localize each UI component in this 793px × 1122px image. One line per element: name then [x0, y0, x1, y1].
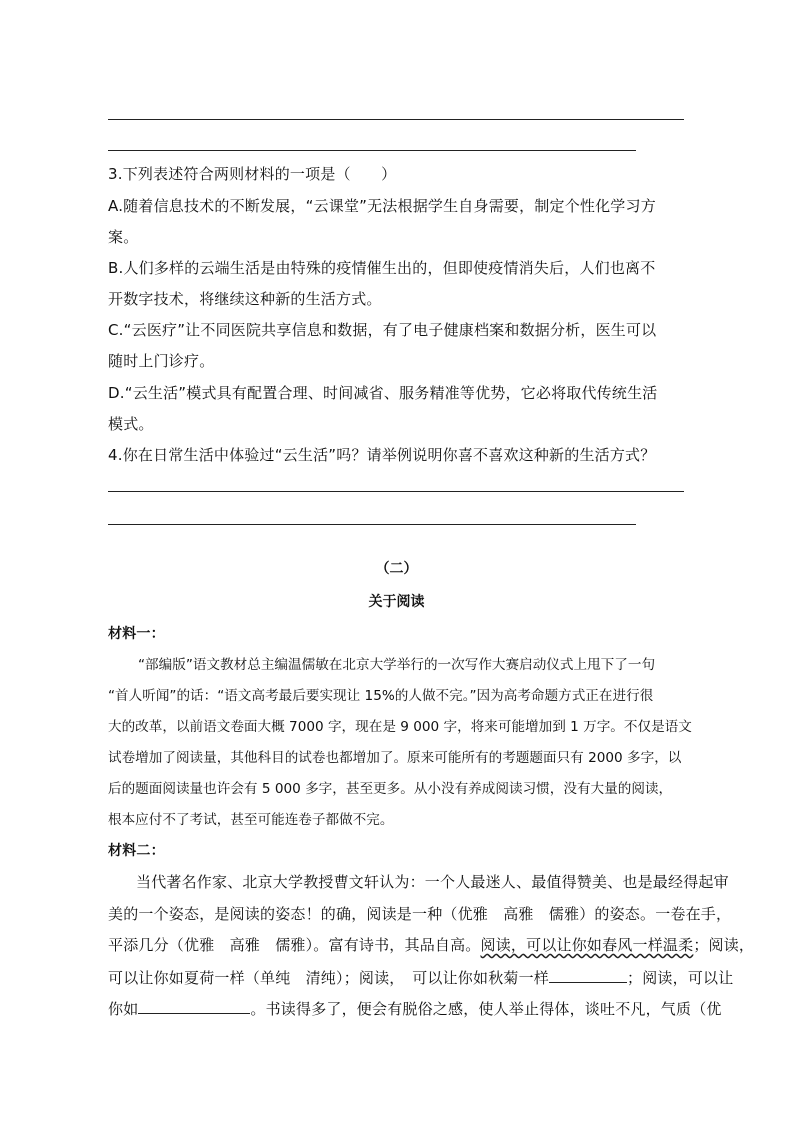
material-2-label: 材料二：: [108, 843, 165, 859]
material-2-text: ；阅读，: [693, 936, 755, 954]
material-2-line: 美的一个姿态，是阅读的姿态！的确，阅读是一种（优雅 高雅 儒雅）的姿态。一卷在手，: [108, 905, 732, 923]
wavy-underlined-sentence: 阅读，可以让你如春风一样温柔: [480, 936, 694, 954]
material-1-line: “部编版”语文教材总主编温儒敏在北京大学举行的一次写作大赛启动仪式上甩下了一句: [138, 657, 656, 673]
answer-line: [108, 491, 684, 492]
answer-line: [108, 119, 684, 120]
option-b-line-1: B.人们多样的云端生活是由特殊的疫情催生出的，但即使疫情消失后，人们也离不: [108, 259, 656, 277]
material-1-line: 试卷增加了阅读量，其他科目的试卷也都增加了。原来可能所有的考题题面只有 2000 多字，以: [108, 750, 682, 766]
option-b-line-2: 开数字技术，将继续这种新的生活方式。: [108, 290, 382, 308]
answer-line: [108, 524, 636, 525]
material-2-text: 平添几分（优雅 高雅 儒雅）。富有诗书，其品自高。: [108, 936, 481, 954]
fill-in-blank[interactable]: [138, 997, 250, 1014]
material-2-line: [108, 966, 734, 988]
material-1-label: 材料一：: [108, 626, 165, 642]
option-a-line-2: 案。: [108, 228, 139, 246]
material-2-line: 当代著名作家、北京大学教授曹文轩认为：一个人最迷人、最值得赞美、也是最经得起审: [136, 873, 729, 891]
material-2-line: [108, 997, 722, 1019]
material-2-text: 你如: [108, 1000, 139, 1018]
option-d-line-2: 模式。: [108, 415, 154, 433]
material-1-line: 大的改革，以前语文卷面大概 7000 字，现在是 9 000 字，将来可能增加到 1 万字。不仅是语文: [108, 719, 692, 735]
answer-line: [108, 150, 636, 151]
section-title: 关于阅读: [368, 594, 425, 610]
material-1-line: 后的题面阅读量也许会有 5 000 多字，甚至更多。从小没有养成阅读习惯，没有大量的阅读，: [108, 781, 673, 797]
material-2-text: 可以让你如夏荷一样（单纯 清纯）；阅读， 可以让你如秋菊一样: [108, 969, 550, 987]
question-4-stem: 4.你在日常生活中体验过“云生活”吗？请举例说明你喜不喜欢这种新的生活方式？: [108, 446, 656, 464]
question-3-stem: 3.下列表述符合两则材料的一项是（ ）: [108, 165, 397, 183]
section-number: （二）: [375, 561, 418, 577]
option-c-line-1: C.“云医疗”让不同医院共享信息和数据，有了电子健康档案和数据分析，医生可以: [108, 321, 657, 339]
material-2-text: 。书读得多了，便会有脱俗之感，使人举止得体，谈吐不凡，气质（优: [250, 1000, 722, 1018]
material-1-line: 根本应付不了考试，甚至可能连卷子都做不完。: [108, 812, 394, 828]
option-a-line-1: A.随着信息技术的不断发展，“云课堂”无法根据学生自身需要，制定个性化学习方: [108, 197, 656, 215]
material-2-text: ；阅读，可以让: [627, 969, 734, 987]
option-d-line-1: D.“云生活”模式具有配置合理、时间减省、服务精准等优势，它必将取代传统生活: [108, 384, 658, 402]
fill-in-blank[interactable]: [549, 966, 627, 983]
material-2-line: [108, 935, 755, 955]
option-c-line-2: 随时上门诊疗。: [108, 352, 215, 370]
material-1-line: “首人听闻”的话：“语文高考最后要实现让 15%的人做不完。”因为高考命题方式正在进行很: [108, 688, 654, 704]
